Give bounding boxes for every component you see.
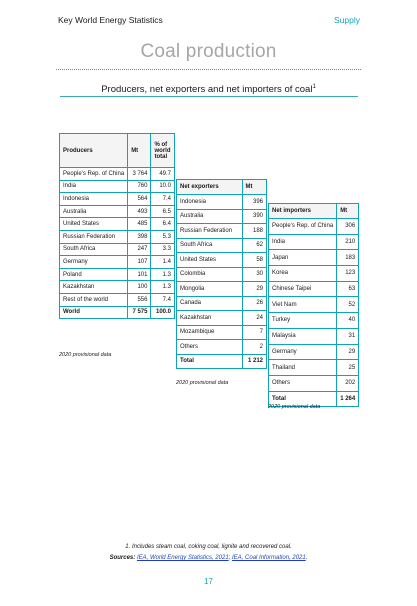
exporters-header-mt: Mt (242, 180, 266, 195)
country-cell: India (269, 234, 337, 250)
table-row (269, 250, 359, 266)
source-link-world-energy-statistics[interactable]: IEA, World Energy Statistics, 2021 (136, 555, 229, 561)
country-cell: Indonesia (177, 195, 243, 210)
mt-value-cell: 306 (337, 219, 359, 235)
importers-header-label: Net importers (269, 204, 337, 219)
share-value-cell: 5.3 (151, 230, 175, 243)
table-row (269, 281, 359, 297)
section-label: Supply (334, 15, 360, 25)
sources-line (0, 555, 417, 561)
table-row (177, 311, 267, 326)
rest-of-world-row (60, 293, 175, 306)
mt-value-cell: 202 (337, 375, 359, 391)
country-cell: Russian Federation (60, 230, 128, 243)
country-cell: Germany (60, 256, 128, 269)
country-cell: Australia (60, 205, 128, 218)
mt-value-cell: 760 (128, 180, 151, 193)
mt-value-cell: 30 (242, 267, 266, 282)
table-row (269, 219, 359, 235)
mt-value-cell: 31 (337, 328, 359, 344)
importers-body (269, 219, 359, 407)
importers-note: 2020 provisional data (268, 404, 321, 410)
country-cell: Korea (269, 266, 337, 282)
producers-header-row (60, 134, 175, 168)
mt-value-cell: 26 (242, 296, 266, 311)
mt-value-cell: 183 (337, 250, 359, 266)
total-row (60, 306, 175, 319)
share-value-cell: 7.4 (151, 193, 175, 206)
mt-value-cell: 7 (242, 325, 266, 340)
table-row (269, 266, 359, 282)
table-row (60, 168, 175, 181)
producers-header-mt: Mt (128, 134, 151, 168)
mt-value-cell: 101 (128, 268, 151, 281)
country-cell: Kazakhstan (60, 281, 128, 294)
mt-value-cell: 63 (337, 281, 359, 297)
country-cell: World (60, 306, 128, 319)
mt-value-cell: 390 (242, 209, 266, 224)
mt-value-cell: 493 (128, 205, 151, 218)
share-value-cell: 10.0 (151, 180, 175, 193)
producers-table (59, 133, 175, 319)
others-row (269, 375, 359, 391)
mt-value-cell: 107 (128, 256, 151, 269)
producers-header-share: % of world total (151, 134, 175, 168)
table-row (177, 282, 267, 297)
producers-header-label: Producers (60, 134, 128, 168)
exporters-header-row (177, 180, 267, 195)
table-row (60, 230, 175, 243)
share-value-cell: 1.3 (151, 268, 175, 281)
country-cell: Thailand (269, 360, 337, 376)
importers-header-mt: Mt (337, 204, 359, 219)
table-subtitle (0, 84, 417, 95)
table-row (177, 224, 267, 239)
table-row (60, 193, 175, 206)
country-cell: Others (269, 375, 337, 391)
mt-value-cell: 52 (337, 297, 359, 313)
mt-value-cell: 100 (128, 281, 151, 294)
country-cell: Rest of the world (60, 293, 128, 306)
share-value-cell: 49.7 (151, 168, 175, 181)
share-value-cell: 6.5 (151, 205, 175, 218)
table-row (177, 267, 267, 282)
mt-value-cell: 7 575 (128, 306, 151, 319)
share-value-cell: 1.3 (151, 281, 175, 294)
table-row (177, 209, 267, 224)
table-row (177, 296, 267, 311)
page-number: 17 (204, 577, 213, 586)
document-header-title: Key World Energy Statistics (58, 15, 163, 25)
mt-value-cell: 2 (242, 340, 266, 355)
mt-value-cell: 210 (337, 234, 359, 250)
country-cell: Malaysia (269, 328, 337, 344)
subtitle-underline (60, 96, 358, 97)
table-row (269, 360, 359, 376)
mt-value-cell: 123 (337, 266, 359, 282)
table-row (269, 297, 359, 313)
mt-value-cell: 24 (242, 311, 266, 326)
table-row (60, 205, 175, 218)
table-row (177, 238, 267, 253)
country-cell: India (60, 180, 128, 193)
mt-value-cell: 62 (242, 238, 266, 253)
mt-value-cell: 1 264 (337, 391, 359, 407)
country-cell: Poland (60, 268, 128, 281)
country-cell: Total (269, 391, 337, 407)
sources-separator: ; (228, 555, 231, 561)
table-row (60, 256, 175, 269)
mt-value-cell: 29 (242, 282, 266, 297)
country-cell: Turkey (269, 313, 337, 329)
exporters-header-label: Net exporters (177, 180, 243, 195)
sources-end: . (305, 555, 308, 561)
table-row (269, 313, 359, 329)
exporters-body (177, 195, 267, 369)
mt-value-cell: 188 (242, 224, 266, 239)
page-title: Coal production (140, 41, 277, 62)
country-cell: South Africa (177, 238, 243, 253)
table-row (269, 234, 359, 250)
mt-value-cell: 25 (337, 360, 359, 376)
table-row (60, 218, 175, 231)
source-link-coal-information[interactable]: IEA, Coal Information, 2021 (232, 555, 306, 561)
share-value-cell: 7.4 (151, 293, 175, 306)
importers-table (268, 203, 359, 407)
table-row (269, 344, 359, 360)
share-value-cell: 3.3 (151, 243, 175, 256)
total-row (177, 354, 267, 369)
country-cell: South Africa (60, 243, 128, 256)
country-cell: Others (177, 340, 243, 355)
country-cell: Indonesia (60, 193, 128, 206)
mt-value-cell: 40 (337, 313, 359, 329)
mt-value-cell: 1 212 (242, 354, 266, 369)
exporters-note: 2020 provisional data (176, 380, 229, 386)
table-row (60, 268, 175, 281)
country-cell: Russian Federation (177, 224, 243, 239)
subtitle-text: Producers, net exporters and net importers of coal (101, 84, 313, 96)
table-row (177, 325, 267, 340)
mt-value-cell: 398 (128, 230, 151, 243)
country-cell: Australia (177, 209, 243, 224)
title-divider (56, 69, 361, 70)
country-cell: Mongolia (177, 282, 243, 297)
footnote: 1. Includes steam coal, coking coal, lignite and recovered coal. (125, 544, 292, 550)
country-cell: Viet Nam (269, 297, 337, 313)
share-value-cell: 1.4 (151, 256, 175, 269)
country-cell: United States (60, 218, 128, 231)
mt-value-cell: 29 (337, 344, 359, 360)
mt-value-cell: 3 764 (128, 168, 151, 181)
table-row (60, 243, 175, 256)
mt-value-cell: 247 (128, 243, 151, 256)
country-cell: Kazakhstan (177, 311, 243, 326)
table-row (269, 328, 359, 344)
country-cell: Canada (177, 296, 243, 311)
table-row (60, 281, 175, 294)
country-cell: Mozambique (177, 325, 243, 340)
mt-value-cell: 485 (128, 218, 151, 231)
share-value-cell: 100.0 (151, 306, 175, 319)
table-row (177, 253, 267, 268)
producers-note: 2020 provisional data (59, 352, 112, 358)
producers-body (60, 168, 175, 319)
table-row (177, 195, 267, 210)
footnote-marker: 1 (312, 84, 316, 90)
country-cell: People's Rep. of China (269, 219, 337, 235)
country-cell: Colombia (177, 267, 243, 282)
others-row (177, 340, 267, 355)
country-cell: Chinese Taipei (269, 281, 337, 297)
sources-label: Sources: (109, 555, 136, 561)
share-value-cell: 6.4 (151, 218, 175, 231)
mt-value-cell: 556 (128, 293, 151, 306)
country-cell: Total (177, 354, 243, 369)
table-row (60, 180, 175, 193)
importers-header-row (269, 204, 359, 219)
country-cell: Germany (269, 344, 337, 360)
exporters-table (176, 179, 267, 369)
mt-value-cell: 396 (242, 195, 266, 210)
country-cell: United States (177, 253, 243, 268)
country-cell: Japan (269, 250, 337, 266)
mt-value-cell: 58 (242, 253, 266, 268)
mt-value-cell: 564 (128, 193, 151, 206)
country-cell: People's Rep. of China (60, 168, 128, 181)
